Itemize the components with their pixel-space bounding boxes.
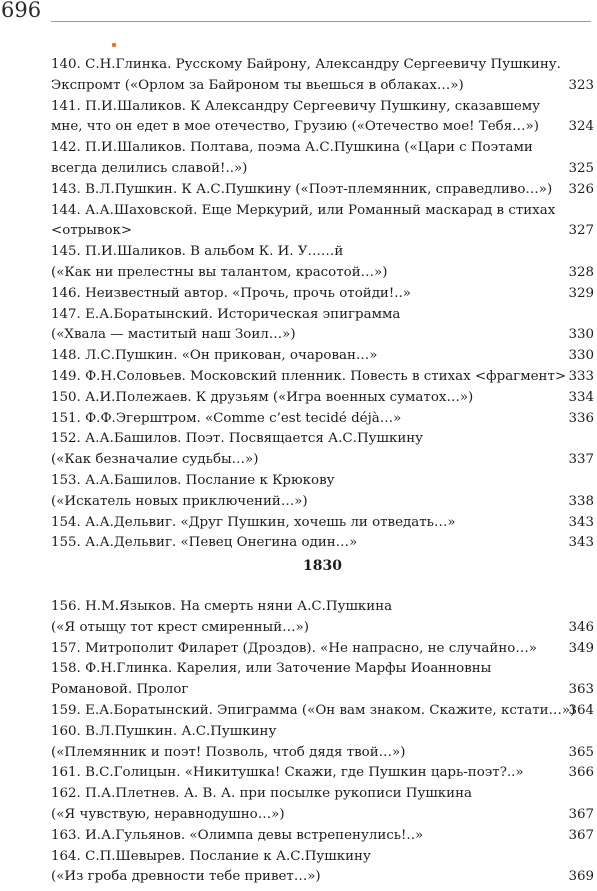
decorative-dot xyxy=(112,43,116,47)
toc-entry-text: 143. В.Л.Пушкин. К А.С.Пушкину («Поэт-племянник, справедливо…») xyxy=(51,181,553,197)
toc-line xyxy=(51,117,594,138)
toc-line xyxy=(51,533,594,554)
toc-line xyxy=(51,159,594,180)
toc-entry-text: 156. Н.М.Языков. На смерть няни А.С.Пушкина xyxy=(51,599,393,614)
toc-entry-text: 154. А.А.Дельвиг. «Друг Пушкин, хочешь ли отведать…» xyxy=(51,514,456,530)
toc-entry-text: («Как ни прелестны вы талантом, красотой…») xyxy=(51,264,388,280)
toc-page-number: 334 xyxy=(568,389,594,405)
toc-line xyxy=(51,429,594,450)
toc-page-number: 367 xyxy=(568,806,594,822)
toc-line xyxy=(51,701,594,722)
toc-entry-text: («Я чувствую, неравнодушно…») xyxy=(51,806,285,822)
toc-line xyxy=(51,743,594,764)
toc-line xyxy=(51,409,594,430)
toc-entry-text: 151. Ф.Ф.Эгерштром. «Comme c’est tecidé déjà…» xyxy=(51,410,402,426)
toc-line xyxy=(51,618,594,639)
toc-line xyxy=(51,639,594,660)
toc-entry-text: 150. А.И.Полежаев. К друзьям («Игра военных суматох…») xyxy=(51,389,474,405)
toc-entry-text: Экспромт («Орлом за Байроном ты вьешься в облаках…») xyxy=(51,77,464,93)
toc-page-number: 366 xyxy=(568,765,594,781)
toc-entry-text: 158. Ф.Н.Глинка. Карелия, или Заточение Марфы Иоанновны xyxy=(51,661,492,677)
toc-line xyxy=(51,826,594,847)
toc-entry-text: 140. С.Н.Глинка. Русскому Байрону, Александру Сергеевичу Пушкину. xyxy=(51,57,561,72)
toc-entry-text: 148. Л.С.Пушкин. «Он прикован, очарован…» xyxy=(51,348,378,364)
toc-page-number: 336 xyxy=(568,410,594,426)
toc-line xyxy=(51,388,594,409)
toc-entry-text: 147. Е.А.Боратынский. Историческая эпиграмма xyxy=(51,306,401,322)
toc-line xyxy=(51,284,594,305)
toc-line xyxy=(51,805,594,826)
toc-entry-text: 144. А.А.Шаховской. Еще Меркурий, или Романный маскарад в стихах xyxy=(51,202,556,218)
toc-entry-text: («Хвала — маститый наш Зоил…») xyxy=(51,327,296,343)
toc-entry-text: 155. А.А.Дельвиг. «Певец Онегина один…» xyxy=(51,535,358,551)
toc-page-number: 330 xyxy=(568,327,594,343)
toc-line xyxy=(51,305,594,326)
toc-line xyxy=(51,659,594,680)
toc-entry-text: («Как безначалие судьбы…») xyxy=(51,452,259,468)
toc-page-number: 327 xyxy=(568,223,594,239)
toc-line xyxy=(51,367,594,388)
toc-page-number: 337 xyxy=(568,452,594,468)
toc-page-number: 326 xyxy=(568,181,594,197)
toc-page-number: 343 xyxy=(568,514,594,530)
toc-entry-text: 157. Митрополит Филарет (Дроздов). «Не напрасно, не случайно…» xyxy=(51,640,537,656)
toc-page-number: 343 xyxy=(568,535,594,551)
toc-line xyxy=(51,180,594,201)
toc-line xyxy=(51,97,594,118)
toc-line xyxy=(51,597,594,618)
page-number: 696 xyxy=(1,0,42,22)
toc-page-number: 330 xyxy=(568,348,594,364)
toc-entry-text: («Я отыщу тот крест смиренный…») xyxy=(51,619,309,635)
toc-section-1829 xyxy=(51,55,594,554)
toc-line xyxy=(51,221,594,242)
toc-page-number: 328 xyxy=(568,264,594,280)
toc-entry-text: 149. Ф.Н.Соловьев. Московский пленник. Повесть в стихах <фрагмент> xyxy=(51,368,567,384)
toc-entry-text: мне, что он едет в мое отечество, Грузию («Отечество мое! Тебя…») xyxy=(51,119,539,135)
toc-entry-text: 142. П.И.Шаликов. Полтава, поэма А.С.Пушкина («Цари с Поэтами xyxy=(51,140,533,156)
toc-entry-text: 161. В.С.Голицын. «Никитушка! Скажи, где Пушкин царь-поэт?..» xyxy=(51,765,524,781)
toc-entry-text: 152. А.А.Башилов. Поэт. Посвящается А.С.Пушкину xyxy=(51,431,424,447)
toc-line xyxy=(51,450,594,471)
toc-page-number: 365 xyxy=(568,744,594,760)
toc-page-number: 369 xyxy=(568,869,594,885)
toc-line xyxy=(51,242,594,263)
toc-line xyxy=(51,201,594,222)
toc-page-number: 333 xyxy=(568,368,594,384)
toc-entry-text: <отрывок> xyxy=(51,223,133,239)
toc-entry-text: 164. С.П.Шевырев. Послание к А.С.Пушкину xyxy=(51,848,371,864)
toc-line xyxy=(51,847,594,868)
year-heading: 1830 xyxy=(303,558,342,574)
toc-line xyxy=(51,722,594,743)
toc-entry-text: 163. И.А.Гульянов. «Олимпа девы встрепенулись!..» xyxy=(51,827,424,843)
toc-line xyxy=(51,763,594,784)
toc-entry-text: 159. Е.А.Боратынский. Эпиграмма («Он вам знаком. Скажите, кстати…») xyxy=(51,702,576,718)
toc-page-number: 349 xyxy=(568,640,594,656)
toc-entry-text: 146. Неизвестный автор. «Прочь, прочь отойди!..» xyxy=(51,285,411,301)
toc-page-number: 367 xyxy=(568,827,594,843)
toc-line xyxy=(51,263,594,284)
toc-entry-text: 141. П.И.Шаликов. К Александру Сергеевичу Пушкину, сказавшему xyxy=(51,98,541,114)
toc-section-1830 xyxy=(51,597,594,888)
toc-entry-text: всегда делились славой!..») xyxy=(51,160,248,176)
toc-line xyxy=(51,138,594,159)
toc-entry-text: 160. В.Л.Пушкин. А.С.Пушкину xyxy=(51,723,277,739)
toc-page-number: 338 xyxy=(568,493,594,509)
toc-entry-text: 145. П.И.Шаликов. В альбом К. И. У……й xyxy=(51,244,344,260)
toc-line xyxy=(51,680,594,701)
toc-page-number: 346 xyxy=(568,619,594,635)
toc-page-number: 363 xyxy=(568,682,594,698)
toc-page-number: 329 xyxy=(568,285,594,301)
toc-entry-text: Романовой. Пролог xyxy=(51,682,189,698)
toc-line xyxy=(51,325,594,346)
toc-page-number: 364 xyxy=(568,702,594,718)
toc-line xyxy=(51,471,594,492)
toc-page-number: 325 xyxy=(568,160,594,176)
toc-entry-text: («Племянник и поэт! Позволь, чтоб дядя твой…») xyxy=(51,744,406,760)
toc-line xyxy=(51,55,594,76)
toc-line xyxy=(51,867,594,888)
toc-line xyxy=(51,784,594,805)
toc-entry-text: («Из гроба древности тебе привет…») xyxy=(51,869,321,885)
toc-entry-text: 153. А.А.Башилов. Послание к Крюкову xyxy=(51,472,335,488)
toc-line xyxy=(51,513,594,534)
header-rule xyxy=(51,21,591,22)
toc-entry-text: («Искатель новых приключений…») xyxy=(51,493,308,509)
toc-page-number: 323 xyxy=(568,77,594,93)
toc-page-number: 324 xyxy=(568,119,594,135)
toc-line xyxy=(51,346,594,367)
toc-line xyxy=(51,492,594,513)
toc-entry-text: 162. П.А.Плетнев. А. В. А. при посылке рукописи Пушкина xyxy=(51,786,472,802)
toc-line xyxy=(51,76,594,97)
